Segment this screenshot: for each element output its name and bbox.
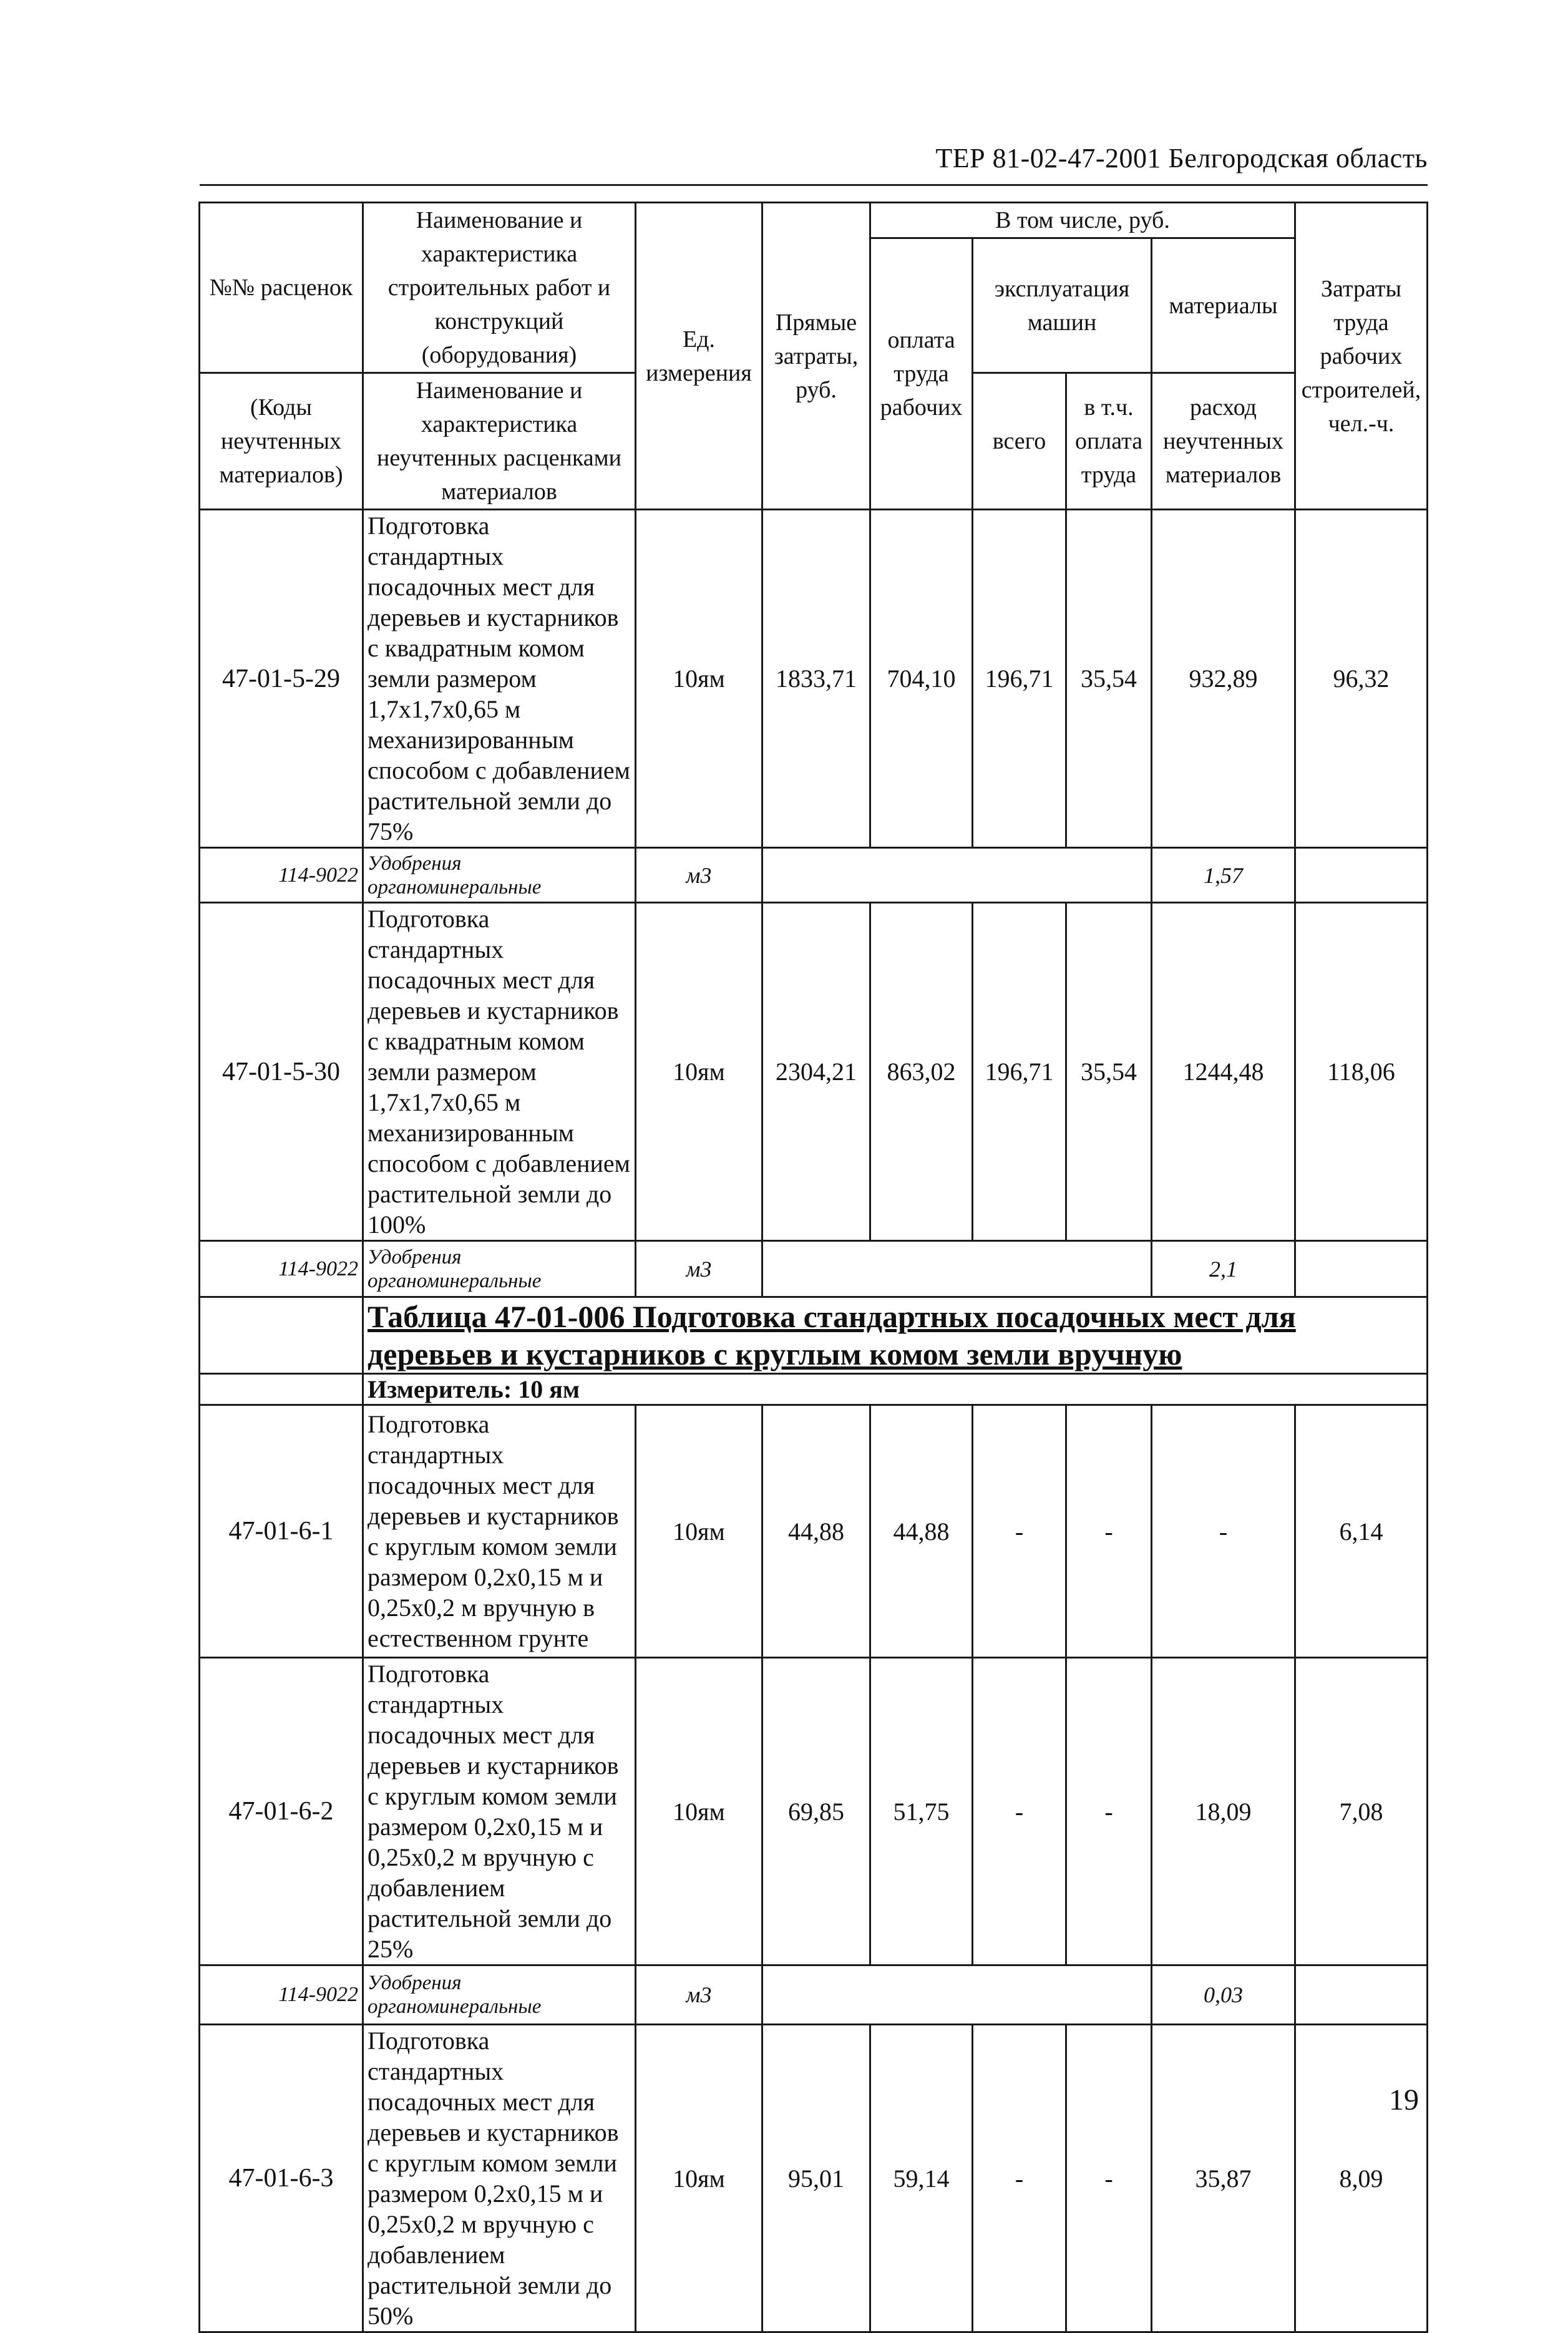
material-code: 114-9022 <box>200 1965 363 2025</box>
material-unit: м3 <box>636 1241 762 1297</box>
table-row <box>200 1405 1428 1658</box>
rate-name: Подготовка стандартных посадочных мест для деревьев и кустарников с круглым комом земли размером 0,2х0,15 м и 0,25х0,2 м вручную с добавлением растительной земли до 25% <box>363 1658 636 1965</box>
meter-row <box>200 1374 1428 1405</box>
rate-mach-total: - <box>973 2025 1066 2332</box>
rate-name: Подготовка стандартных посадочных мест для деревьев и кустарников с круглым комом земли размером 0,2х0,15 м и 0,25х0,2 м вручную в естественном грунте <box>363 1405 636 1658</box>
rate-wages: 51,75 <box>870 1658 973 1965</box>
rate-mach-total: - <box>973 1658 1066 1965</box>
material-qty: 0,03 <box>1152 1965 1295 2025</box>
rate-wages: 704,10 <box>870 510 973 848</box>
material-code: 114-9022 <box>200 1241 363 1297</box>
rate-unit: 10ям <box>636 903 762 1241</box>
table-row <box>200 1658 1428 1965</box>
col-header-machines: эксплуатация машин <box>973 238 1152 373</box>
rate-labor: 96,32 <box>1295 510 1428 848</box>
rate-mach-total: 196,71 <box>973 903 1066 1241</box>
col-header-wages: оплата труда рабочих <box>870 238 973 510</box>
rate-wages: 59,14 <box>870 2025 973 2332</box>
col-header-name: Наименование и характеристика строительных работ и конструкций (оборудования) <box>363 203 636 373</box>
rate-mach-total: 196,71 <box>973 510 1066 848</box>
rate-direct: 1833,71 <box>762 510 870 848</box>
rate-mach-wages: - <box>1066 1405 1152 1658</box>
material-row <box>200 1241 1428 1297</box>
material-name: Удобрения органоминеральные <box>363 848 636 903</box>
header-rule <box>200 184 1428 186</box>
rate-labor: 118,06 <box>1295 903 1428 1241</box>
rate-materials: 1244,48 <box>1152 903 1295 1241</box>
rate-mach-wages: 35,54 <box>1066 903 1152 1241</box>
rate-name: Подготовка стандартных посадочных мест для деревьев и кустарников с круглым комом земли размером 0,2х0,15 м и 0,25х0,2 м вручную с добавлением растительной земли до 50% <box>363 2025 636 2332</box>
col-header-name-alt: Наименование и характеристика неучтенных расценками материалов <box>363 373 636 510</box>
rate-wages: 863,02 <box>870 903 973 1241</box>
rate-code: 47-01-6-3 <box>200 2025 363 2332</box>
rate-wages: 44,88 <box>870 1405 973 1658</box>
col-header-direct: Прямые затраты, руб. <box>762 203 870 510</box>
table-title: Таблица 47-01-006 Подготовка стандартных посадочных мест для деревьев и кустарников с круглым комом земли вручную <box>363 1297 1428 1374</box>
rate-code: 47-01-5-29 <box>200 510 363 848</box>
col-header-incl: В том числе, руб. <box>870 203 1295 238</box>
rate-name: Подготовка стандартных посадочных мест для деревьев и кустарников с квадратным комом земли размером 1,7х1,7х0,65 м механизированным способом с добавлением растительной земли до 75% <box>363 510 636 848</box>
rates-table <box>198 202 1428 2333</box>
rate-labor: 8,09 <box>1295 2025 1428 2332</box>
col-header-mach-wages: в т.ч. оплата труда <box>1066 373 1152 510</box>
table-row <box>200 903 1428 1241</box>
rate-mach-wages: - <box>1066 2025 1152 2332</box>
table-row <box>200 2025 1428 2332</box>
col-header-materials-alt: расход неучтенных материалов <box>1152 373 1295 510</box>
rate-mach-total: - <box>973 1405 1066 1658</box>
rate-materials: 35,87 <box>1152 2025 1295 2332</box>
material-name: Удобрения органоминеральные <box>363 1965 636 2025</box>
rate-materials: - <box>1152 1405 1295 1658</box>
col-header-code-alt: (Коды неучтенных материалов) <box>200 373 363 510</box>
material-name: Удобрения органоминеральные <box>363 1241 636 1297</box>
rate-materials: 18,09 <box>1152 1658 1295 1965</box>
rate-unit: 10ям <box>636 1405 762 1658</box>
rate-code: 47-01-6-1 <box>200 1405 363 1658</box>
material-code: 114-9022 <box>200 848 363 903</box>
rate-direct: 69,85 <box>762 1658 870 1965</box>
table-title-row <box>200 1297 1428 1374</box>
rate-mach-wages: - <box>1066 1658 1152 1965</box>
table-meter: Измеритель: 10 ям <box>363 1374 1428 1405</box>
page-number: 19 <box>1389 2083 1419 2116</box>
material-row <box>200 848 1428 903</box>
col-header-code: №№ расценок <box>200 203 363 373</box>
rate-direct: 95,01 <box>762 2025 870 2332</box>
document-header: ТЕР 81-02-47-2001 Белгородская область <box>935 143 1428 173</box>
col-header-unit: Ед. измерения <box>636 203 762 510</box>
col-header-labor: Затраты труда рабочих строителей, чел.-ч. <box>1295 203 1428 510</box>
rate-name: Подготовка стандартных посадочных мест для деревьев и кустарников с квадратным комом земли размером 1,7х1,7х0,65 м механизированным способом с добавлением растительной земли до 100% <box>363 903 636 1241</box>
col-header-mach-total: всего <box>973 373 1066 510</box>
material-qty: 1,57 <box>1152 848 1295 903</box>
rate-unit: 10ям <box>636 1658 762 1965</box>
table-row <box>200 510 1428 848</box>
rate-direct: 2304,21 <box>762 903 870 1241</box>
rate-mach-wages: 35,54 <box>1066 510 1152 848</box>
material-row <box>200 1965 1428 2025</box>
material-unit: м3 <box>636 848 762 903</box>
rate-materials: 932,89 <box>1152 510 1295 848</box>
material-unit: м3 <box>636 1965 762 2025</box>
rate-code: 47-01-6-2 <box>200 1658 363 1965</box>
rate-code: 47-01-5-30 <box>200 903 363 1241</box>
rate-unit: 10ям <box>636 2025 762 2332</box>
rate-unit: 10ям <box>636 510 762 848</box>
col-header-materials: материалы <box>1152 238 1295 373</box>
rate-labor: 7,08 <box>1295 1658 1428 1965</box>
rate-direct: 44,88 <box>762 1405 870 1658</box>
material-qty: 2,1 <box>1152 1241 1295 1297</box>
rate-labor: 6,14 <box>1295 1405 1428 1658</box>
